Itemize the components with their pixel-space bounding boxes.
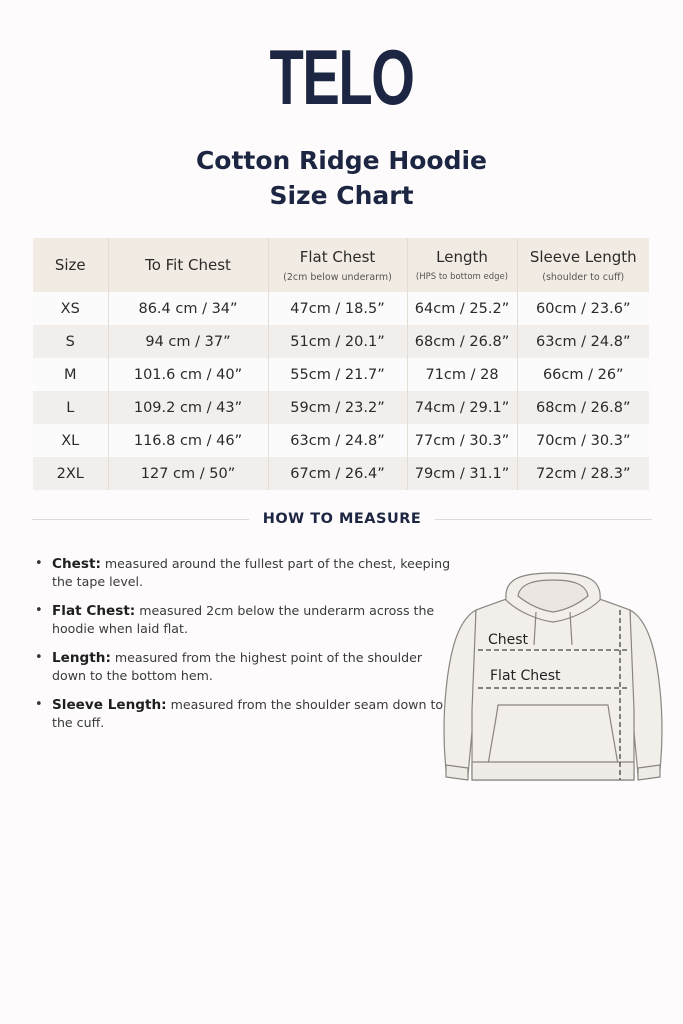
cell-sleeve-length: 60cm / 23.6” xyxy=(517,292,649,325)
flat-chest-label: Flat Chest xyxy=(490,668,561,684)
cell-flat-chest: 47cm / 18.5” xyxy=(268,292,407,325)
cell-to-fit-chest: 109.2 cm / 43” xyxy=(108,391,268,424)
cell-to-fit-chest: 101.6 cm / 40” xyxy=(108,358,268,391)
bullet-icon: • xyxy=(35,603,43,618)
cell-sleeve-length: 70cm / 30.3” xyxy=(517,424,649,457)
header-size: Size xyxy=(54,256,86,274)
instruction-text: measured from the highest point of the shoulder down to the bottom hem. xyxy=(52,650,423,683)
header-to-fit-chest: To Fit Chest xyxy=(108,238,268,292)
bullet-icon: • xyxy=(35,697,43,712)
cell-length: 79cm / 31.1” xyxy=(407,457,517,490)
chest-label: Chest xyxy=(488,632,529,648)
cell-flat-chest: 63cm / 24.8” xyxy=(268,424,407,457)
instruction-text: measured around the fullest part of the chest, keeping the tape level. xyxy=(52,556,451,589)
header-length: Length (HPS to bottom edge) xyxy=(407,238,517,292)
measurement-instructions xyxy=(35,555,455,743)
table-header-row xyxy=(33,238,649,292)
cell-length: 68cm / 26.8” xyxy=(407,325,517,358)
cell-sleeve-length: 72cm / 28.3” xyxy=(517,457,649,490)
cell-length: 74cm / 29.1” xyxy=(407,391,517,424)
page-title xyxy=(0,143,683,213)
cell-sleeve-length: 66cm / 26” xyxy=(517,358,649,391)
instruction-sleeve-length xyxy=(35,696,455,732)
instruction-term: Flat Chest: xyxy=(52,603,136,619)
cell-size: S xyxy=(65,333,75,350)
cell-to-fit-chest: 94 cm / 37” xyxy=(108,325,268,358)
instruction-length xyxy=(35,649,455,685)
instruction-text: measured from the shoulder seam down to the cuff. xyxy=(52,697,444,730)
size-chart-table xyxy=(33,238,649,490)
table-row xyxy=(33,457,649,490)
hoodie-diagram xyxy=(438,570,668,788)
cell-to-fit-chest: 127 cm / 50” xyxy=(108,457,268,490)
bullet-icon: • xyxy=(35,556,43,571)
instruction-term: Sleeve Length: xyxy=(52,697,167,713)
brand-logo: TELO xyxy=(269,33,414,121)
cell-size: 2XL xyxy=(56,465,84,482)
cell-length: 77cm / 30.3” xyxy=(407,424,517,457)
header-sleeve-length: Sleeve Length (shoulder to cuff) xyxy=(517,238,649,292)
cell-flat-chest: 59cm / 23.2” xyxy=(268,391,407,424)
table-row xyxy=(33,325,649,358)
section-heading: HOW TO MEASURE xyxy=(262,511,422,527)
cell-flat-chest: 51cm / 20.1” xyxy=(268,325,407,358)
header-flat-chest: Flat Chest (2cm below underarm) xyxy=(268,238,407,292)
cell-length: 64cm / 25.2” xyxy=(407,292,517,325)
cell-size: M xyxy=(63,366,77,383)
instruction-flat-chest xyxy=(35,602,455,638)
instruction-text: measured 2cm below the underarm across the hoodie when laid flat. xyxy=(52,603,435,636)
bullet-icon: • xyxy=(35,650,43,665)
instruction-term: Length: xyxy=(52,650,111,666)
table-row xyxy=(33,424,649,457)
cell-to-fit-chest: 116.8 cm / 46” xyxy=(108,424,268,457)
instruction-chest xyxy=(35,555,455,591)
product-name: Cotton Ridge Hoodie xyxy=(195,146,488,175)
cell-sleeve-length: 63cm / 24.8” xyxy=(517,325,649,358)
cell-to-fit-chest: 86.4 cm / 34” xyxy=(108,292,268,325)
cell-flat-chest: 55cm / 21.7” xyxy=(268,358,407,391)
table-row xyxy=(33,391,649,424)
chart-subtitle: Size Chart xyxy=(269,181,414,210)
table-row xyxy=(33,292,649,325)
cell-length: 71cm / 28 xyxy=(407,358,517,391)
table-row xyxy=(33,358,649,391)
cell-flat-chest: 67cm / 26.4” xyxy=(268,457,407,490)
how-to-measure-divider xyxy=(32,508,652,530)
cell-size: XS xyxy=(60,300,80,317)
cell-sleeve-length: 68cm / 26.8” xyxy=(517,391,649,424)
divider-line-right xyxy=(435,519,652,520)
divider-line-left xyxy=(32,519,249,520)
cell-size: XL xyxy=(61,432,80,449)
cell-size: L xyxy=(66,399,75,416)
instruction-term: Chest: xyxy=(52,556,101,572)
